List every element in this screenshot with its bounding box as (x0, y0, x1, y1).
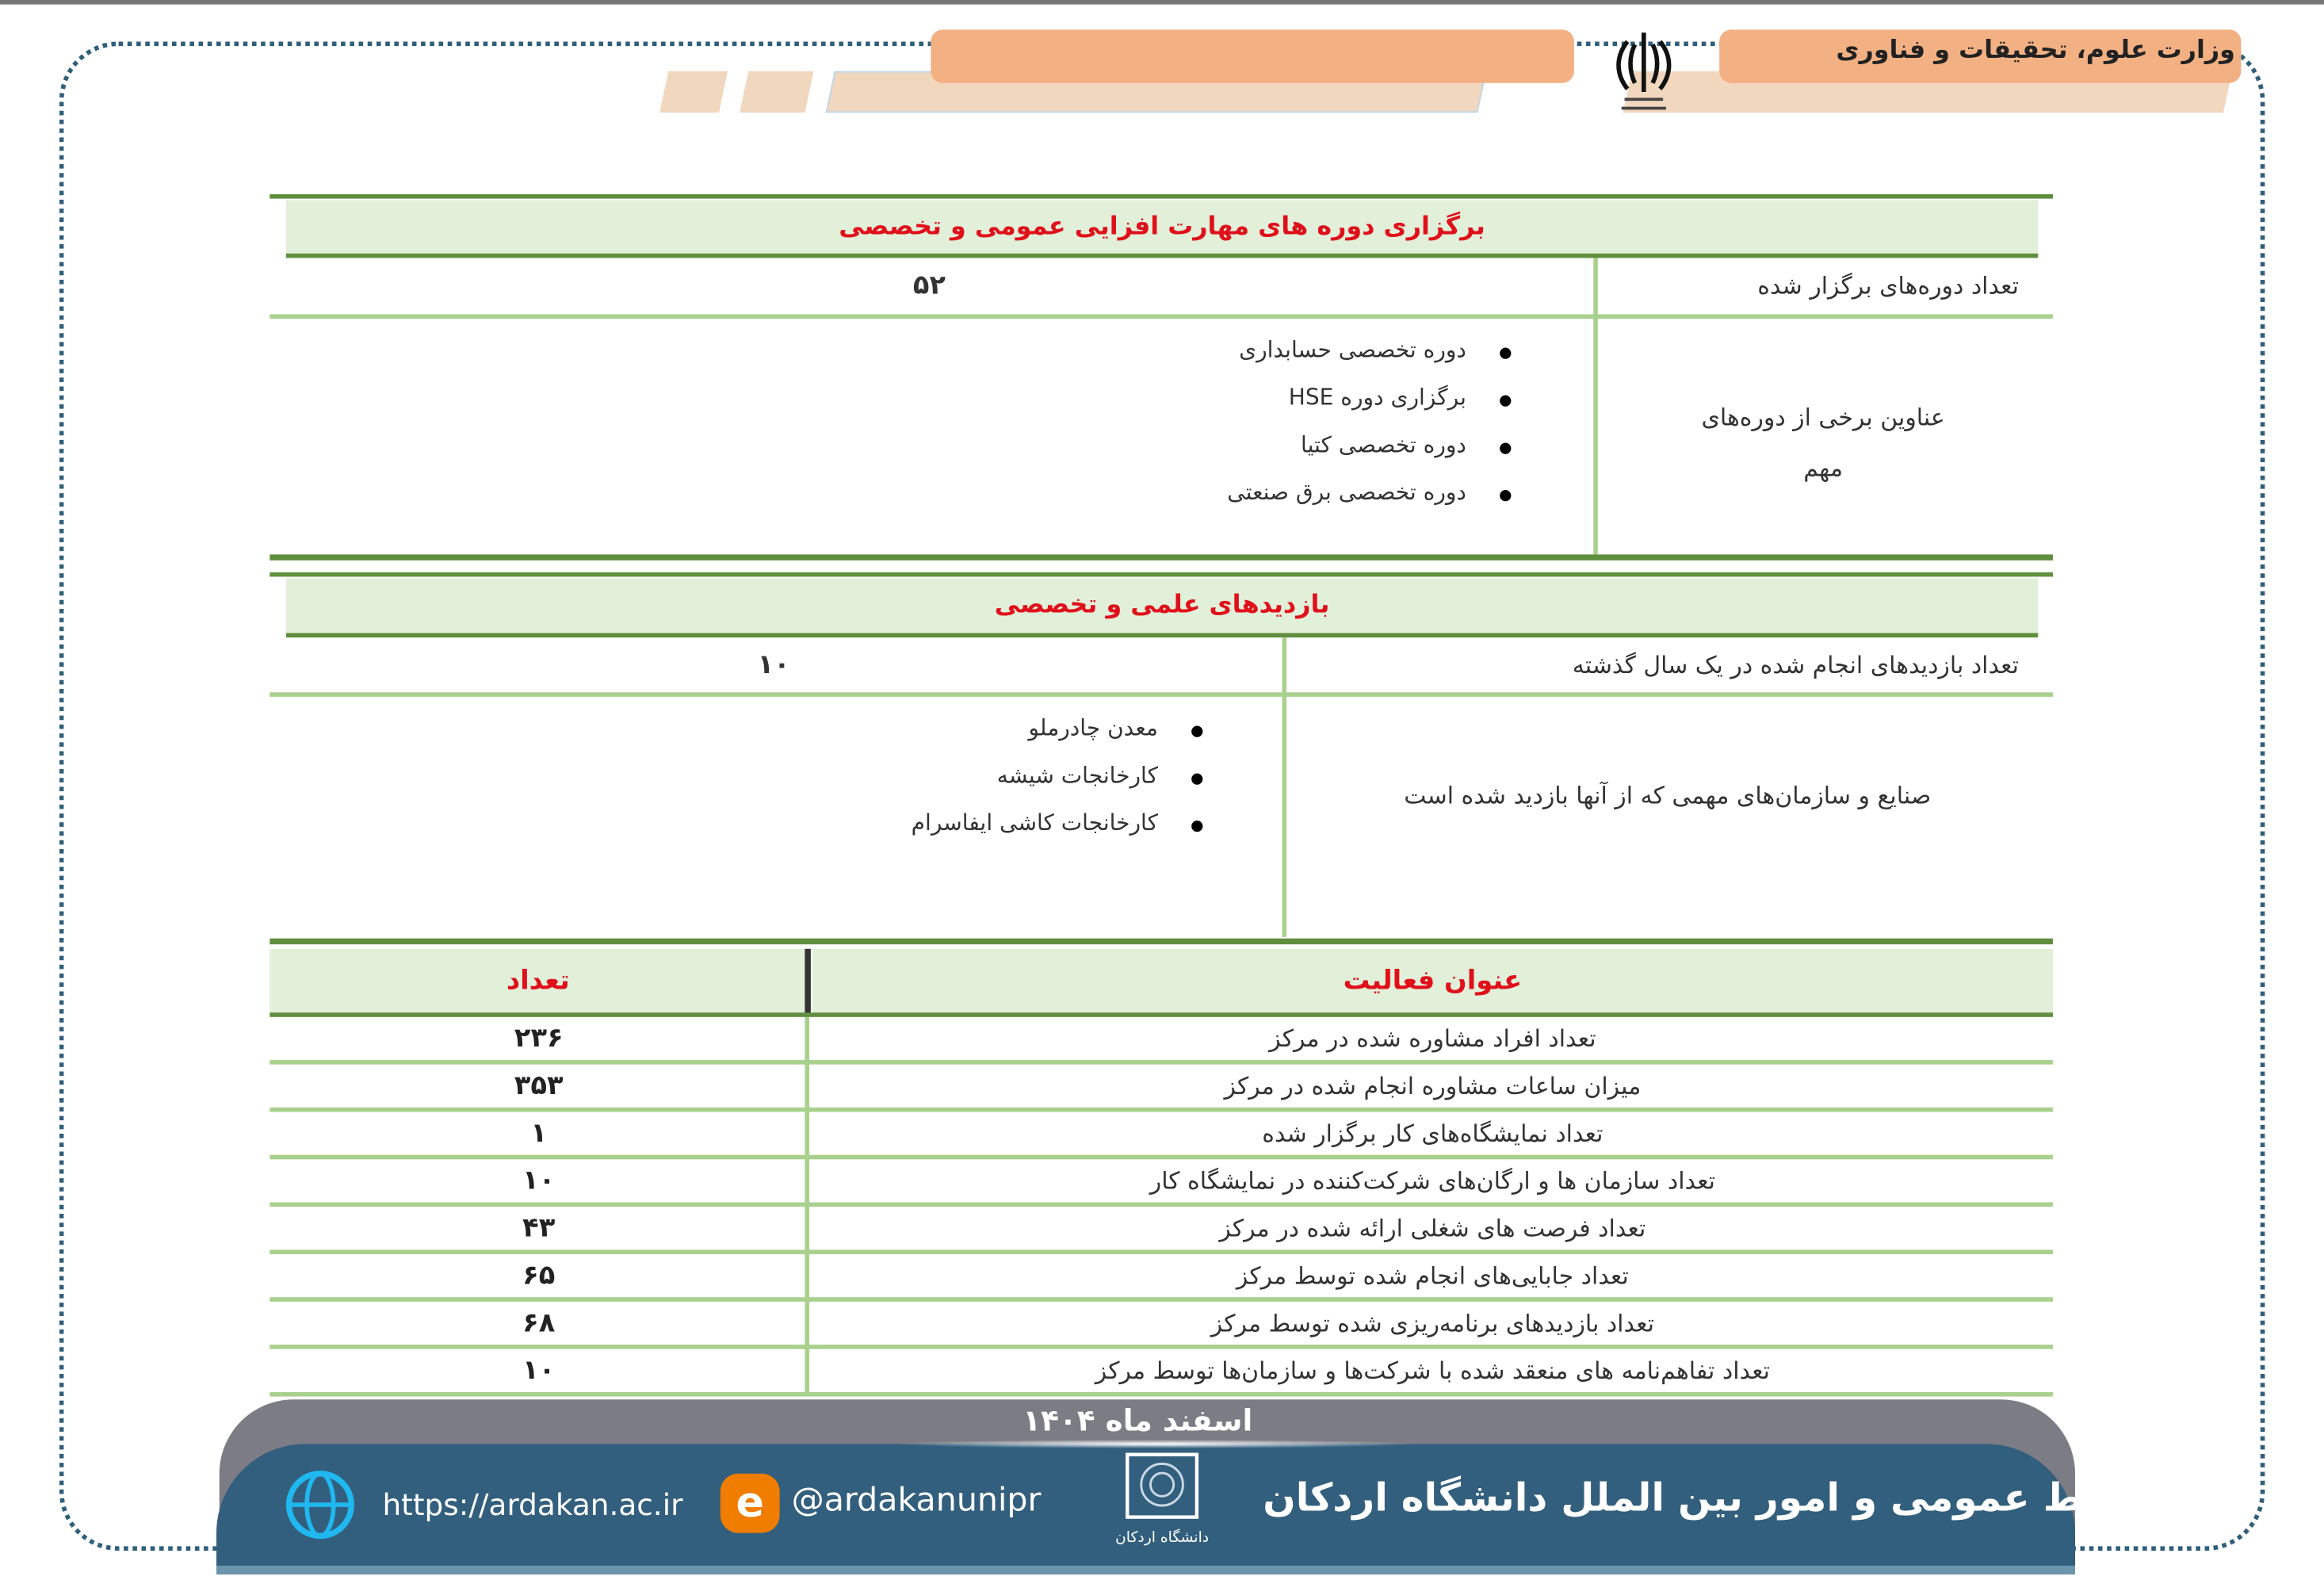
activity-count: ۱ (530, 1117, 548, 1150)
activity-count: ۳۵۳ (514, 1070, 564, 1102)
org-name: روابط عمومی و امور بین الملل دانشگاه اردکان (1263, 1476, 2158, 1521)
table-row (269, 1254, 2053, 1302)
section1-title: برگزاری دوره های مهارت افزایی عمومی و تخصصی (286, 200, 2038, 254)
divider (286, 254, 2038, 258)
activity-title: تعداد سازمان ها و ارگان‌های شرکت‌کننده در نمایشگاه کار (1149, 1166, 1715, 1196)
table-row (269, 1065, 2053, 1112)
divider (269, 314, 2053, 319)
activity-title: تعداد تفاهم‌نامه های منعقد شده با شرکت‌ها و سازمان‌ها توسط مرکز (1095, 1356, 1770, 1385)
eitaa-icon[interactable]: e (721, 1474, 780, 1533)
activity-title: تعداد افراد مشاوره شده در مرکز (1269, 1024, 1596, 1053)
activity-count: ۶۵ (522, 1260, 556, 1291)
list-item: ● دوره تخصصی کتیا (889, 421, 1512, 469)
ministry-title: وزارت علوم، تحقیقات و فناوری (1836, 35, 2235, 66)
list-item: ● دوره تخصصی حسابداری (889, 326, 1512, 373)
section2-title: بازدیدهای علمی و تخصصی (286, 578, 2038, 633)
column-divider (1593, 258, 1598, 554)
divider (286, 633, 2038, 637)
iran-emblem-logo (1595, 27, 1692, 116)
divider (269, 939, 2053, 944)
activity-count: ۲۳۶ (514, 1023, 564, 1054)
activity-count: ۱۰ (522, 1355, 556, 1387)
table-row (269, 1349, 2053, 1397)
courses-count-value: ۵۲ (912, 270, 946, 301)
header-bar-left (931, 29, 1574, 82)
table-row (269, 1112, 2053, 1160)
activity-count: ۱۰ (522, 1165, 556, 1197)
activity-title: تعداد جابایی‌های انجام شده توسط مرکز (1236, 1261, 1629, 1290)
table-row (269, 1017, 2053, 1065)
list-item: ● کارخانجات کاشی ایفاسرام (622, 799, 1203, 847)
activity-count: ۴۳ (522, 1212, 556, 1244)
divider (269, 554, 2053, 560)
column-header-count: تعداد (269, 949, 806, 1014)
visits-count-value: ۱۰ (757, 649, 790, 681)
visits-list (622, 704, 1203, 847)
courses-list-label: عناوین برخی از دوره‌های مهم (1701, 403, 1945, 482)
visits-list-label: صنایع و سازمان‌های مهمی که از آنها بازدید شده است (1404, 781, 1932, 810)
header-decor (740, 71, 813, 113)
table-row (269, 1159, 2053, 1207)
column-header-title: عنوان فعالیت (812, 949, 2053, 1014)
header-decor (659, 71, 728, 113)
university-logo (1106, 1450, 1218, 1559)
list-item: ● کارخانجات شیشه (622, 752, 1203, 799)
divider (269, 692, 2053, 697)
courses-count-label: تعداد دوره‌های برگزار شده (1757, 271, 2019, 300)
list-item: ● برگزاری دوره HSE (889, 373, 1512, 421)
list-item: ● معدن چادرملو (622, 704, 1203, 752)
date-label: اسفند ماه ۱۴۰۴ (1022, 1402, 1253, 1438)
divider (269, 194, 2053, 199)
activity-title: میزان ساعات مشاوره انجام شده در مرکز (1224, 1072, 1642, 1100)
list-item: ● دوره تخصصی برق صنعتی (889, 469, 1512, 516)
website-link[interactable]: https://ardakan.ac.ir (382, 1486, 683, 1523)
top-border (0, 0, 2324, 5)
activity-title: تعداد بازدیدهای برنامه‌ریزی شده توسط مرکز (1210, 1309, 1654, 1337)
activity-count: ۶۸ (522, 1307, 556, 1339)
logo-caption: دانشگاه اردکان (1115, 1529, 1210, 1547)
table-row (269, 1302, 2053, 1349)
activity-title: تعداد فرصت های شغلی ارائه شده در مرکز (1219, 1214, 1646, 1243)
visits-count-label: تعداد بازدیدهای انجام شده در یک سال گذشته (1572, 650, 2019, 679)
divider (269, 572, 2053, 577)
social-handle[interactable]: @ardakanunipr (791, 1483, 1042, 1520)
courses-list (889, 326, 1512, 515)
column-divider (1282, 637, 1287, 937)
table-row (269, 1207, 2053, 1254)
globe-icon[interactable] (285, 1467, 356, 1542)
sparkle (889, 1440, 1423, 1448)
activity-title: تعداد نمایشگاه‌های کار برگزار شده (1262, 1119, 1603, 1148)
column-divider (805, 949, 810, 1014)
